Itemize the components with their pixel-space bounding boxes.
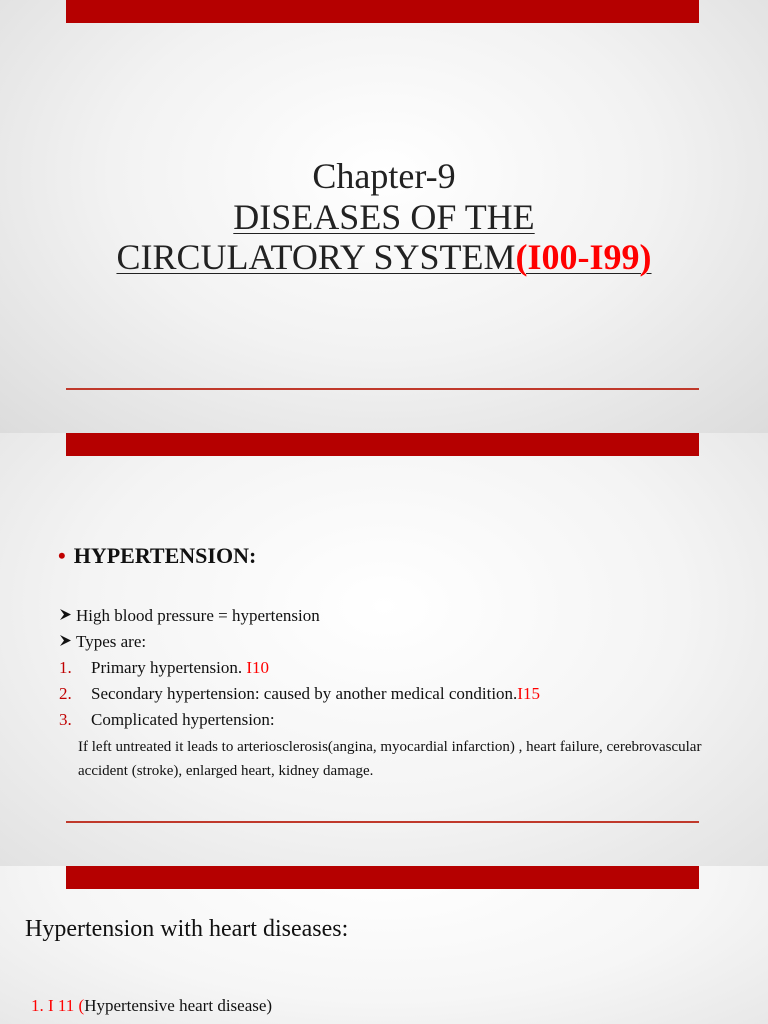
item-text: Primary hypertension. <box>91 658 247 677</box>
heading-text: HYPERTENSION: <box>73 543 257 568</box>
arrow-bullet-icon <box>59 629 76 655</box>
item-number: 3. <box>59 710 72 729</box>
slide-heart-disease <box>0 866 768 1024</box>
heart-disease-heading: Hypertension with heart diseases: <box>25 916 349 942</box>
hypertension-heading <box>58 543 256 569</box>
title-line-2-text: CIRCULATORY SYSTEM <box>116 237 516 277</box>
item-number: 2. <box>59 684 72 703</box>
item-number: 1. <box>59 658 72 677</box>
arrow-bullet-icon <box>59 603 76 629</box>
item-code: I15 <box>517 684 540 703</box>
complication-paragraph: If left untreated it leads to arteriosclerosis(angina, myocardial infarction) , heart failure, cerebrovascular accident (stroke), enlarged heart, kidney damage. <box>78 739 702 779</box>
slide-bottom-rule <box>66 821 699 823</box>
item-number-code: 1. I 11 <box>31 996 79 1015</box>
slide-title <box>0 0 768 433</box>
item-paren: ( <box>78 996 85 1015</box>
title-line-1: DISEASES OF THE <box>233 197 535 237</box>
numbered-item <box>59 707 709 733</box>
list-item <box>31 996 272 1016</box>
item-text: Complicated hypertension: <box>91 710 275 729</box>
bullet-icon: • <box>58 543 66 568</box>
slide-bottom-rule <box>66 388 699 390</box>
arrow-item <box>59 629 709 655</box>
code-range: (I00-I99) <box>515 237 652 277</box>
slide-top-bar <box>66 0 699 23</box>
arrow-item-text: High blood pressure = hypertension <box>76 606 320 625</box>
slide-top-bar <box>66 866 699 889</box>
slide-hypertension <box>0 433 768 866</box>
item-text: Hypertensive heart disease) <box>84 996 273 1015</box>
numbered-item <box>59 681 709 707</box>
numbered-item <box>59 655 709 681</box>
item-text: Secondary hypertension: caused by another medical condition. <box>91 684 518 703</box>
title-block <box>0 155 768 277</box>
slide-top-bar <box>66 433 699 456</box>
arrow-item-text: Types are: <box>76 632 147 651</box>
hypertension-content <box>59 603 709 783</box>
item-code: I10 <box>246 658 270 677</box>
title-line-2 <box>0 237 768 277</box>
arrow-item <box>59 603 709 629</box>
chapter-title: Chapter-9 <box>312 156 456 196</box>
